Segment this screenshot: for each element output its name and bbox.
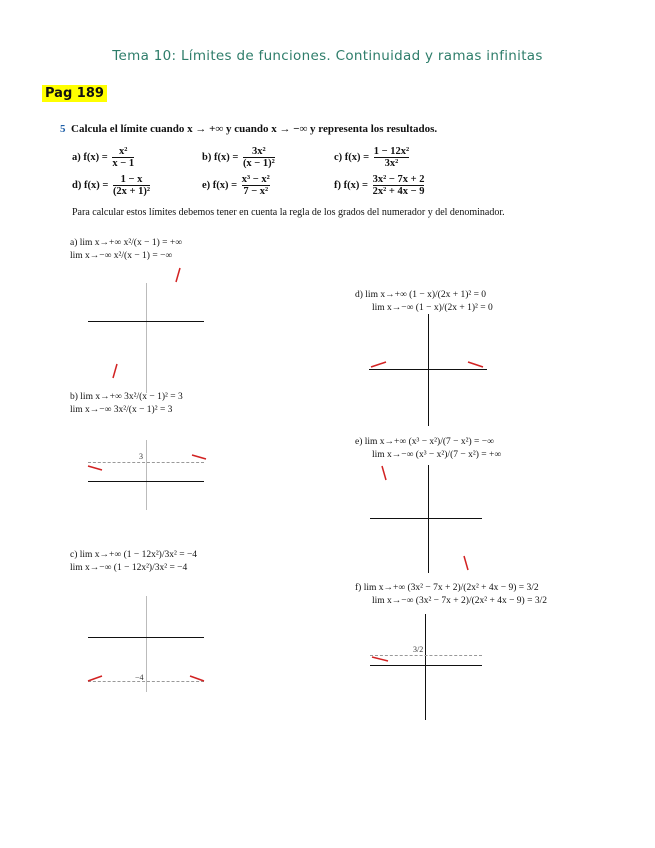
graph-c-asymptote xyxy=(88,681,204,682)
graph-b-asymptote xyxy=(88,462,204,463)
method-note: Para calcular estos límites debemos tener en cuenta la regla de los grados del numerador y del denominador. xyxy=(72,207,505,218)
graph-e-y-axis xyxy=(428,465,429,573)
solution-a-limit-neg: lim x→−∞ x²/(x − 1) = −∞ xyxy=(70,251,173,261)
function-e: e) f(x) = $\frac{\text{x³ − x²}}{\text{7 − x²}}$ xyxy=(202,174,270,197)
graph-f-arrows xyxy=(0,0,1,1)
graph-f-x-axis xyxy=(370,665,482,666)
function-f: f) f(x) = $\frac{\text{3x² − 7x + 2}}{\text{2x² + 4x − 9}}$ xyxy=(334,174,425,197)
graph-b-x-axis xyxy=(88,481,204,482)
arrow-up-right xyxy=(176,268,180,282)
graph-b-level-label: 3 xyxy=(139,452,143,461)
graph-d-x-axis xyxy=(369,369,487,370)
graph-b-y-axis xyxy=(146,440,147,510)
graph-c-y-axis xyxy=(146,596,147,692)
exercise-text: Calcula el límite cuando x → +∞ y cuando x → −∞ y representa los resultados. xyxy=(71,123,438,135)
solution-c-limit-neg: lim x→−∞ (1 − 12x²)/3x² = −4 xyxy=(70,563,188,573)
solution-d-limit-neg: lim x→−∞ (1 − x)/(2x + 1)² = 0 xyxy=(372,303,493,313)
arrow-down-left xyxy=(113,364,117,378)
solution-f-limits: f) lim x→+∞ (3x² − 7x + 2)/(2x² + 4x − 9) = 3/2 xyxy=(355,583,539,593)
solution-b-limits: b) lim x→+∞ 3x²/(x − 1)² = 3 xyxy=(70,392,183,402)
function-d: d) f(x) = $\frac{1 - x}{\text{(2x + 1)²}}$ xyxy=(72,174,151,197)
solution-c-limits: c) lim x→+∞ (1 − 12x²)/3x² = −4 xyxy=(70,550,198,560)
graph-a-y-axis xyxy=(146,283,147,393)
page-tag: Pag 189 xyxy=(42,85,107,102)
graph-c-x-axis xyxy=(88,637,204,638)
function-b: b) f(x) = $\frac{\text{3x²}}{\text{(x − 1)²}}$ xyxy=(202,146,275,169)
graph-f-y-axis xyxy=(425,614,426,720)
exercise-statement xyxy=(60,123,437,135)
graph-d-y-axis xyxy=(428,314,429,426)
solution-e-limit-neg: lim x→−∞ (x³ − x²)/(7 − x²) = +∞ xyxy=(372,450,502,460)
solution-a-limits: a) lim x→+∞ x²/(x − 1) = +∞ xyxy=(70,238,182,248)
solution-e-limits: e) lim x→+∞ (x³ − x²)/(7 − x²) = −∞ xyxy=(355,437,494,447)
graph-e-x-axis xyxy=(370,518,482,519)
page-title: Tema 10: Límites de funciones. Continuidad y ramas infinitas xyxy=(112,48,543,64)
graph-f-asymptote xyxy=(370,655,482,656)
function-c: c) f(x) = $\frac{\text{1 − 12x²}}{\text{3x²}}$ xyxy=(334,146,410,169)
graph-f-level-label: 3/2 xyxy=(413,645,424,654)
graph-a-x-axis xyxy=(88,321,204,322)
solution-d-limits: d) lim x→+∞ (1 − x)/(2x + 1)² = 0 xyxy=(355,290,487,300)
function-a: a) f(x) = $\frac{\text{x²}}{x - 1}$ xyxy=(72,146,135,169)
solution-f-limit-neg: lim x→−∞ (3x² − 7x + 2)/(2x² + 4x − 9) = 3/2 xyxy=(372,596,547,606)
graph-c-level-label: −4 xyxy=(135,673,144,682)
exercise-number: 5 xyxy=(60,123,66,135)
solution-b-limit-neg: lim x→−∞ 3x²/(x − 1)² = 3 xyxy=(70,405,173,415)
